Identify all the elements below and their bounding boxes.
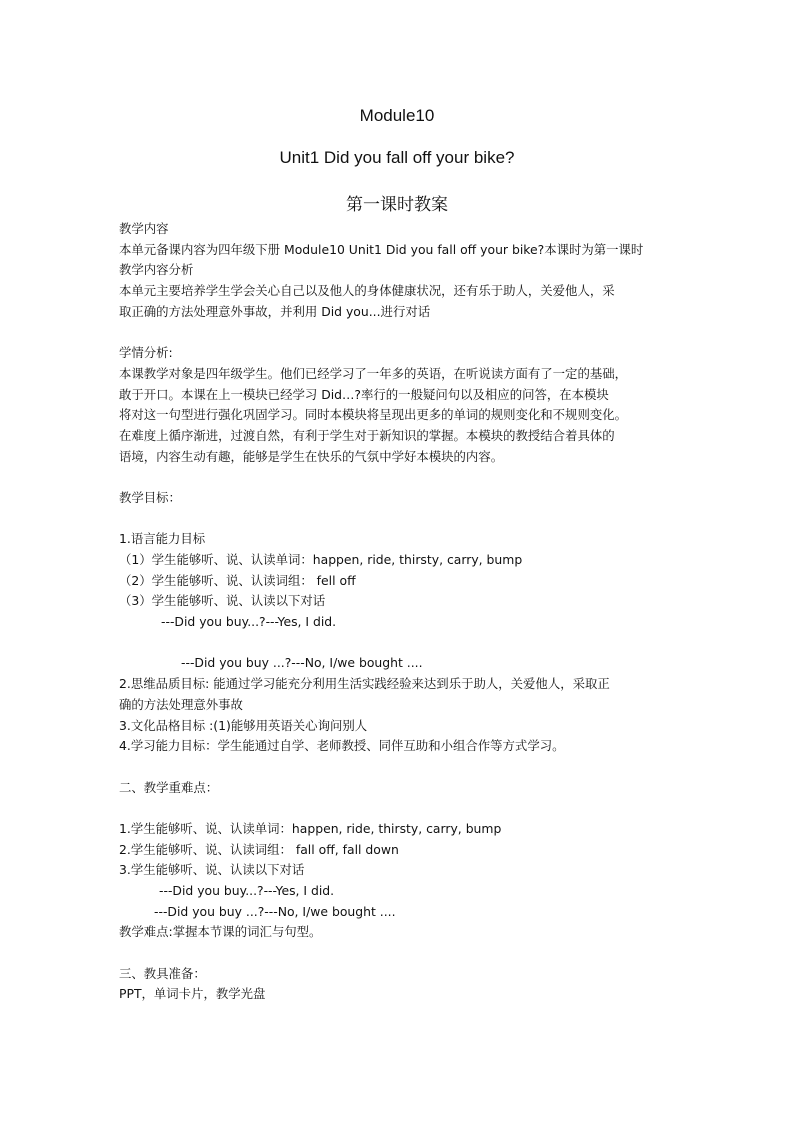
analysis-text-1: 本单元主要培养学生学会关心自己以及他人的身体健康状况，还有乐于助人，关爱他人，采 bbox=[119, 283, 615, 299]
objective-3: 3.文化品格目标 :(1)能够用英语关心询问别人 bbox=[119, 717, 368, 733]
objective-2-line-2: 确的方法处理意外事故 bbox=[119, 696, 243, 712]
students-text-5: 语境，内容生动有趣，能够是学生在快乐的气氛中学好本模块的内容。 bbox=[119, 448, 504, 464]
spacer bbox=[119, 467, 679, 488]
section-heading-objectives: 教学目标： bbox=[119, 489, 181, 505]
content-text: 本单元备课内容为四年级下册 Module10 Unit1 Did you fall off your bike?本课时为第一课时 bbox=[119, 241, 644, 257]
section-heading-students: 学情分析: bbox=[119, 345, 173, 361]
key-dialogue-line-2: ---Did you buy ...?---No, I/we bought .... bbox=[154, 903, 396, 919]
analysis-text-2: 取正确的方法处理意外事故，并利用 Did you...进行对话 bbox=[119, 303, 431, 319]
key-point-1: 1.学生能够听、说、认读单词：happen, ride, thirsty, carry, bump bbox=[119, 820, 502, 836]
difficult-point: 教学难点:掌握本节课的词汇与句型。 bbox=[119, 924, 322, 940]
spacer bbox=[119, 509, 679, 530]
students-text-3: 将对这一句型进行强化巩固学习。同时本模块将呈现出更多的单词的规则变化和不规则变化。 bbox=[119, 407, 628, 423]
unit-title: Unit1 Did you fall off your bike? bbox=[279, 148, 515, 167]
spacer bbox=[119, 757, 679, 778]
dialogue-line-2: ---Did you buy ...?---No, I/we bought .... bbox=[181, 655, 423, 671]
objective-1-item-1: （1）学生能够听、说、认读单词：happen, ride, thirsty, carry, bump bbox=[119, 552, 523, 567]
key-point-3: 3.学生能够听、说、认读以下对话 bbox=[119, 862, 305, 878]
students-text-2: 敢于开口。本课在上一模块已经学习 Did…?率行的一般疑问句以及相应的问答，在本模块 bbox=[119, 386, 609, 402]
section-heading-content: 教学内容 bbox=[119, 221, 169, 236]
document-body bbox=[119, 219, 679, 1005]
section-heading-key-points: 二、教学重难点： bbox=[119, 779, 219, 795]
objective-1-item-3: （3）学生能够听、说、认读以下对话 bbox=[119, 593, 326, 609]
spacer bbox=[119, 943, 679, 964]
spacer bbox=[119, 633, 679, 654]
lesson-title: 第一课时教案 bbox=[346, 195, 448, 215]
students-text-1: 本课教学对象是四年级学生。他们已经学习了一年多的英语，在听说读方面有了一定的基础， bbox=[119, 365, 628, 381]
objective-2-line-1: 2.思维品质目标: 能通过学习能充分利用生活实践经验来达到乐于助人，关爱他人，采取正 bbox=[119, 676, 610, 692]
materials-text: PPT，单词卡片，教学光盘 bbox=[119, 986, 266, 1002]
key-point-2: 2.学生能够听、说、认读词组： fall off, fall down bbox=[119, 841, 399, 857]
spacer bbox=[119, 798, 679, 819]
objective-1-item-2: （2）学生能够听、说、认读词组： fell off bbox=[119, 572, 356, 588]
objective-4: 4.学习能力目标：学生能通过自学、老师教授、同伴互助和小组合作等方式学习。 bbox=[119, 738, 565, 754]
spacer bbox=[119, 322, 679, 343]
section-heading-analysis: 教学内容分析 bbox=[119, 262, 194, 278]
section-heading-materials: 三、教具准备： bbox=[119, 965, 206, 981]
objective-1-title: 1.语言能力目标 bbox=[119, 531, 206, 547]
dialogue-line-1: ---Did you buy...?---Yes, I did. bbox=[161, 614, 337, 630]
key-dialogue-line-1: ---Did you buy...?---Yes, I did. bbox=[159, 883, 335, 898]
students-text-4: 在难度上循序渐进，过渡自然，有利于学生对于新知识的掌握。本模块的教授结合着具体的 bbox=[119, 427, 615, 443]
module-title: Module10 bbox=[359, 106, 435, 125]
